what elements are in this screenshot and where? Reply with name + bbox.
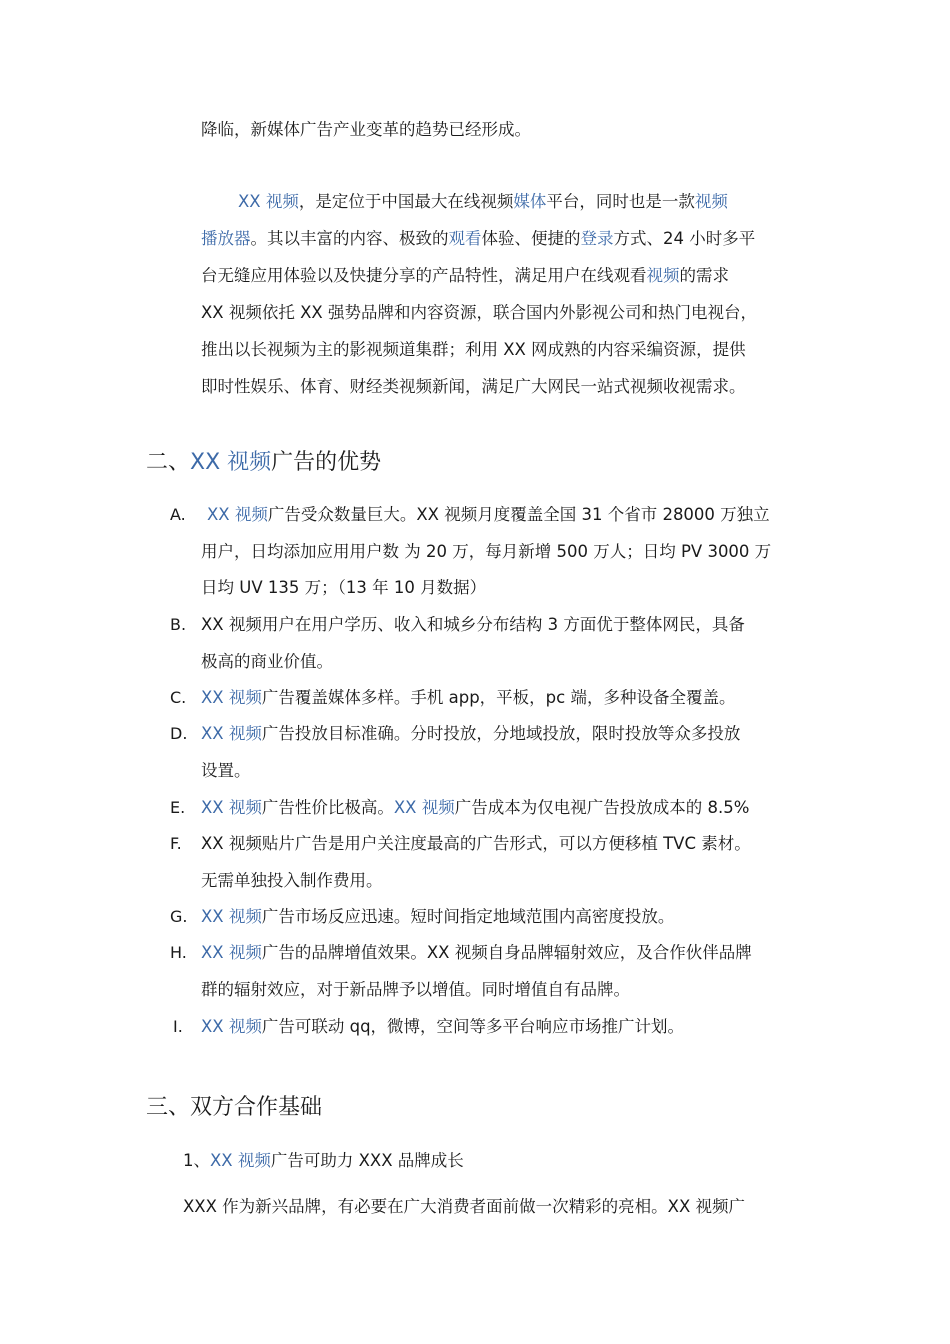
list-item: XX 视频广告可联动 qq，微博，空间等多平台响应市场推广计划。 bbox=[201, 1017, 685, 1036]
list-marker: F. bbox=[170, 834, 182, 853]
list-marker: I. bbox=[173, 1017, 183, 1036]
brand-link[interactable]: XX 视频 bbox=[210, 1151, 271, 1170]
list-marker: A. bbox=[170, 505, 186, 524]
keyword-link[interactable]: 登录 bbox=[580, 229, 614, 248]
brand-link[interactable]: XX 视频 bbox=[238, 192, 299, 211]
intro-paragraph-line: 推出以长视频为主的影视频道集群；利用 XX 网成熟的内容采编资源，提供 bbox=[201, 340, 746, 359]
brand-link[interactable]: XX 视频 bbox=[201, 907, 262, 926]
brand-link[interactable]: XX 视频 bbox=[201, 1017, 262, 1036]
list-marker: E. bbox=[170, 798, 186, 817]
keyword-link[interactable]: 视频 bbox=[646, 266, 680, 285]
list-marker: C. bbox=[170, 688, 187, 707]
list-item: XX 视频用户在用户学历、收入和城乡分布结构 3 方面优于整体网民，具备 bbox=[201, 615, 745, 634]
section-heading: 二、XX 视频广告的优势 bbox=[146, 450, 382, 475]
list-item-line: 用户，日均添加应用用户数 为 20 万，每月新增 500 万人；日均 PV 3000 万 bbox=[201, 542, 772, 561]
brand-link[interactable]: XX 视频 bbox=[190, 450, 272, 475]
intro-paragraph-line: 播放器。其以丰富的内容、极致的观看体验、便捷的登录方式、24 小时多平 bbox=[201, 229, 756, 248]
list-item: XX 视频广告覆盖媒体多样。手机 app，平板，pc 端，多种设备全覆盖。 bbox=[201, 688, 736, 707]
intro-paragraph-line: XX 视频依托 XX 强势品牌和内容资源，联合国内外影视公司和热门电视台， bbox=[201, 303, 757, 322]
brand-link[interactable]: XX 视频 bbox=[201, 688, 262, 707]
list-marker: H. bbox=[170, 943, 187, 962]
intro-line: 降临，新媒体广告产业变革的趋势已经形成。 bbox=[201, 120, 531, 139]
section-heading: 三、双方合作基础 bbox=[146, 1095, 323, 1120]
brand-link[interactable]: XX 视频 bbox=[393, 798, 455, 817]
keyword-link[interactable]: 媒体 bbox=[513, 192, 547, 211]
list-item: XX 视频广告受众数量巨大。XX 视频月度覆盖全国 31 个省市 28000 万独立 bbox=[207, 505, 770, 524]
list-item-line: 极高的商业价值。 bbox=[201, 652, 333, 671]
brand-link[interactable]: XX 视频 bbox=[207, 505, 268, 524]
list-item-line: 日均 UV 135 万；（13 年 10 月数据） bbox=[201, 578, 487, 597]
list-marker: D. bbox=[170, 724, 188, 743]
subsection-heading: 1、XX 视频广告可助力 XXX 品牌成长 bbox=[183, 1151, 464, 1170]
list-item: XX 视频贴片广告是用户关注度最高的广告形式，可以方便移植 TVC 素材。 bbox=[201, 834, 751, 853]
intro-paragraph-line: XX 视频，是定位于中国最大在线视频媒体平台，同时也是一款视频 bbox=[238, 192, 728, 211]
list-item-line: 无需单独投入制作费用。 bbox=[201, 871, 383, 890]
list-item: XX 视频广告市场反应迅速。短时间指定地域范围内高密度投放。 bbox=[201, 907, 675, 926]
list-item-line: 设置。 bbox=[201, 761, 251, 780]
list-item: XX 视频广告性价比极高。XX 视频广告成本为仅电视广告投放成本的 8.5% bbox=[201, 798, 750, 817]
brand-link[interactable]: XX 视频 bbox=[201, 798, 262, 817]
list-item: XX 视频广告投放目标准确。分时投放，分地域投放，限时投放等众多投放 bbox=[201, 724, 741, 743]
list-marker: G. bbox=[170, 907, 188, 926]
brand-link[interactable]: XX 视频 bbox=[201, 724, 262, 743]
intro-paragraph-line: 即时性娱乐、体育、财经类视频新闻，满足广大网民一站式视频收视需求。 bbox=[201, 377, 746, 396]
keyword-link[interactable]: 视频 bbox=[694, 192, 728, 211]
list-item-line: 群的辐射效应，对于新品牌予以增值。同时增值自有品牌。 bbox=[201, 980, 630, 999]
keyword-link[interactable]: 观看 bbox=[448, 229, 482, 248]
paragraph-line: XXX 作为新兴品牌，有必要在广大消费者面前做一次精彩的亮相。XX 视频广 bbox=[183, 1197, 746, 1216]
list-item: XX 视频广告的品牌增值效果。XX 视频自身品牌辐射效应，及合作伙伴品牌 bbox=[201, 943, 752, 962]
list-marker: B. bbox=[170, 615, 187, 634]
keyword-link[interactable]: 播放器 bbox=[201, 229, 251, 248]
intro-paragraph-line: 台无缝应用体验以及快捷分享的产品特性，满足用户在线观看视频的需求 bbox=[201, 266, 729, 285]
brand-link[interactable]: XX 视频 bbox=[201, 943, 262, 962]
